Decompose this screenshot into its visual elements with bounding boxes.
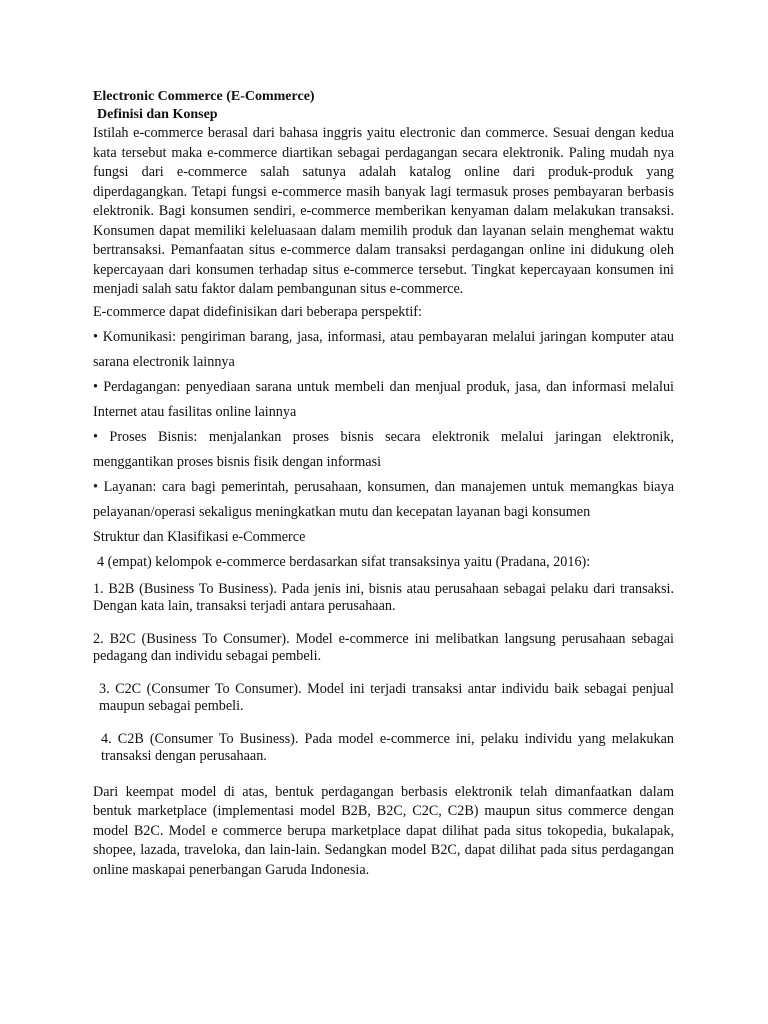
- structure-heading: Struktur dan Klasifikasi e-Commerce: [93, 528, 306, 545]
- model-item-b2c: 2. B2C (Business To Consumer). Model e-commerce ini melibatkan langsung perusahaan sebagai pedagang dan individu sebagai pembeli.: [93, 630, 674, 664]
- section-subtitle: Definisi dan Konsep: [97, 107, 218, 122]
- intro-paragraph: Istilah e-commerce berasal dari bahasa inggris yaitu electronic dan commerce. Sesuai dengan kedua kata tersebut maka e-commerce diartikan sebagai perdagangan secara elektronik. Paling mudah nya fungsi dari e-commerce salah satunya adalah katalog online dari produk-produk yang diperdagangkan. Tetapi fungsi e-commerce masih banyak lagi termasuk proses pembayaran berbasis elektronik. Bagi konsumen sendiri, e-commerce memberikan kenyaman dalam melakukan transaksi. Konsumen dapat memiliki keleluasaan dalam memilih produk dan layanan selain menghemat waktu bertransaksi. Pemanfaatan situs e-commerce dalam transaksi perdagangan online ini didukung oleh kepercayaan dari konsumen terhadap situs e-commerce tersebut. Tingkat kepercayaan konsumen ini menjadi salah satu faktor dalam pembangunan situs e-commerce.: [93, 125, 674, 297]
- groups-intro: 4 (empat) kelompok e-commerce berdasarkan sifat transaksinya yaitu (Pradana, 2016):: [97, 553, 591, 570]
- perspective-item-communication: • Komunikasi: pengiriman barang, jasa, informasi, atau pembayaran melalui jaringan komputer atau sarana electronik lainnya: [93, 328, 674, 370]
- model-item-b2b: 1. B2B (Business To Business). Pada jenis ini, bisnis atau perusahaan sebagai pelaku dari transaksi. Dengan kata lain, transaksi terjadi antara perusahaan.: [93, 580, 674, 614]
- document-title: Electronic Commerce (E-Commerce): [93, 89, 315, 104]
- model-item-c2b: 4. C2B (Consumer To Business). Pada model e-commerce ini, pelaku individu yang melakukan transaksi dengan perusahaan.: [101, 730, 674, 764]
- perspectives-intro: E-commerce dapat didefinisikan dari beberapa perspektif:: [93, 303, 422, 320]
- model-item-c2c: 3. C2C (Consumer To Consumer). Model ini terjadi transaksi antar individu baik sebagai penjual maupun sebagai pembeli.: [99, 680, 674, 714]
- perspective-item-business-process: • Proses Bisnis: menjalankan proses bisnis secara elektronik melalui jaringan elektronik, menggantikan proses bisnis fisik dengan informasi: [93, 428, 674, 470]
- perspective-item-service: • Layanan: cara bagi pemerintah, perusahaan, konsumen, dan manajemen untuk memangkas biaya pelayanan/operasi sekaligus meningkatkan mutu dan kecepatan layanan bagi konsumen: [93, 478, 674, 520]
- closing-paragraph: Dari keempat model di atas, bentuk perdagangan berbasis elektronik telah dimanfaatkan dalam bentuk marketplace (implementasi model B2B, B2C, C2C, C2B) maupun situs commerce dengan model B2C. Model e commerce berupa marketplace dapat dilihat pada situs tokopedia, bukalapak, shopee, lazada, traveloka, dan lain-lain. Sedangkan model B2C, dapat dilihat pada situs perdagangan online maskapai penerbangan Garuda Indonesia.: [93, 783, 674, 878]
- perspective-item-trade: • Perdagangan: penyediaan sarana untuk membeli dan menjual produk, jasa, dan informasi melalui Internet atau fasilitas online lainnya: [93, 378, 674, 420]
